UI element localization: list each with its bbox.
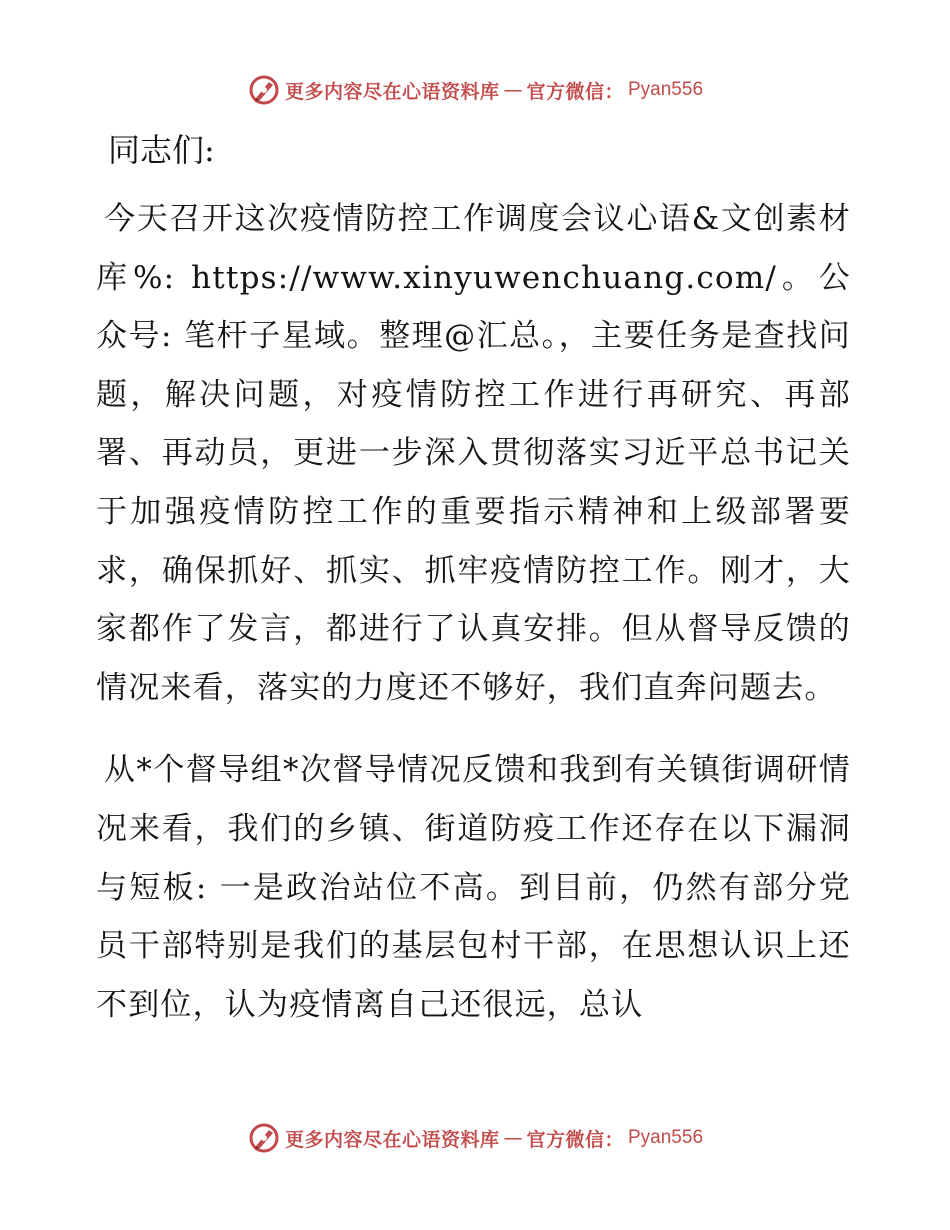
header-banner (247, 73, 703, 107)
footer-banner (247, 1121, 703, 1155)
page-footer (0, 1118, 950, 1158)
header-banner-text: 更多内容尽在心语资料库 (284, 80, 500, 103)
page-header (0, 70, 950, 110)
header-banner-separator: — (503, 79, 523, 101)
header-account-label: 官方微信： (526, 80, 624, 103)
pen-seal-logo-icon (247, 1121, 281, 1155)
salutation: 同志们: (108, 131, 215, 169)
footer-account-label: 官方微信： (526, 1128, 624, 1151)
footer-banner-text: 更多内容尽在心语资料库 (284, 1128, 500, 1151)
document-body (96, 120, 851, 1034)
paragraph-1: 今天召开这次疫情防控工作调度会议心语&文创素材库%: https://www.xinyuwenchuang.com/。公众号: 笔杆子星域。整理@汇总。，主要任务是查找问题，解决问题，对疫情防控工作进行再研究、再部署、再动员，更进一步深入贯彻落实习近平总书记关于加强疫情防控工作的重要指示精神和上级部署要求，确保抓好、抓实、抓牢疫情防控工作。刚才，大家都作了发言，都进行了认真安排。但从督导反馈的情况来看，落实的力度还不够好，我们直奔问题去。 (96, 201, 851, 706)
footer-banner-separator: — (503, 1127, 523, 1149)
footer-account-id: Pyan556 (628, 1127, 704, 1148)
paragraph-2: 从*个督导组*次督导情况反馈和我到有关镇街调研情况来看，我们的乡镇、街道防疫工作还存在以下漏洞与短板: 一是政治站位不高。到目前，仍然有部分党员干部特别是我们的基层包村干部，在思想认识上还不到位，认为疫情离自己还很远，总认 (96, 752, 851, 1023)
header-account-id: Pyan556 (628, 79, 704, 100)
pen-seal-logo-icon (247, 73, 281, 107)
